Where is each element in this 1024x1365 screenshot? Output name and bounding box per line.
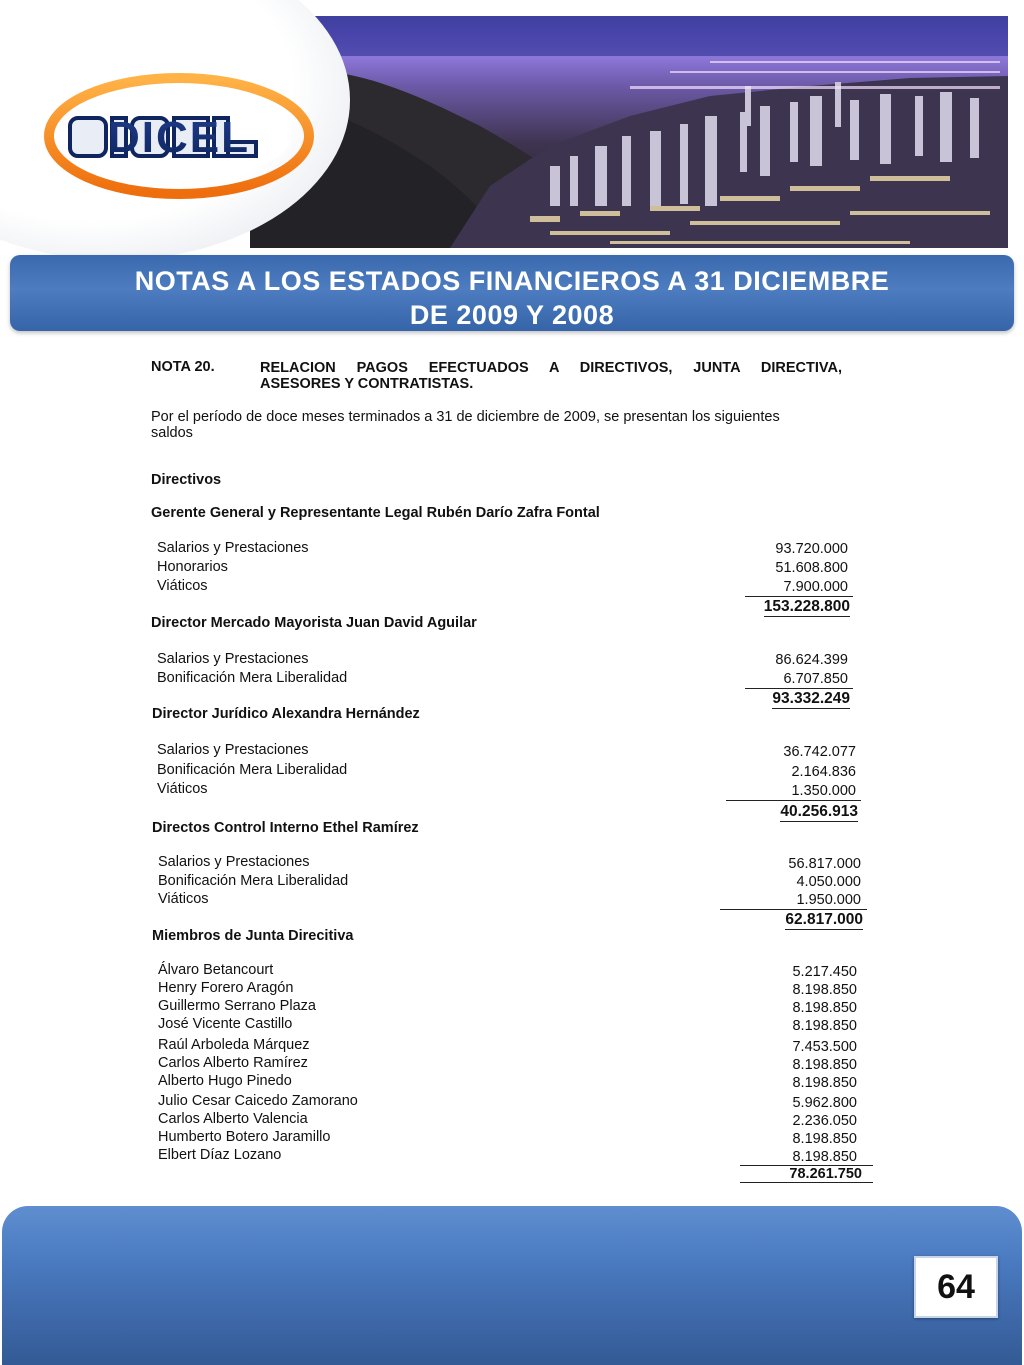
row-value: 1.350.000 [791, 783, 856, 799]
row-value: 8.198.850 [792, 1075, 857, 1091]
row-label: Raúl Arboleda Márquez [158, 1037, 310, 1053]
row-value: 6.707.850 [783, 671, 848, 687]
section-total: 93.332.249 [772, 690, 850, 707]
page-title-line-1: NOTAS A LOS ESTADOS FINANCIEROS A 31 DICIEMBRE [134, 266, 890, 296]
subtotal-rule [745, 596, 853, 597]
subtotal-rule [745, 688, 853, 689]
row-label: Carlos Alberto Ramírez [158, 1055, 308, 1071]
row-value: 8.198.850 [792, 1057, 857, 1073]
note-heading-line-1: RELACION PAGOS EFECTUADOS A DIRECTIVOS, JUNTA DIRECTIVA, [260, 360, 842, 376]
subtotal-rule [726, 800, 861, 801]
row-value: 56.817.000 [788, 856, 861, 872]
row-value: 8.198.850 [792, 1149, 857, 1165]
row-value: 7.453.500 [792, 1039, 857, 1055]
row-value: 5.962.800 [792, 1095, 857, 1111]
row-label: Viáticos [157, 578, 208, 594]
row-label: Henry Forero Aragón [158, 980, 294, 996]
note-intro-line-1: Por el período de doce meses terminados a 31 de diciembre de 2009, se presentan los siguientes [151, 409, 780, 425]
row-value: 2.236.050 [792, 1113, 857, 1129]
row-label: Carlos Alberto Valencia [158, 1111, 308, 1127]
total-underline [740, 1182, 873, 1183]
row-label: Salarios y Prestaciones [157, 651, 309, 667]
row-label: Honorarios [157, 559, 228, 575]
logo-text: DICEL [108, 113, 250, 162]
page-number: 64 [914, 1256, 998, 1318]
section-total: 40.256.913 [780, 803, 858, 820]
row-value: 8.198.850 [792, 982, 857, 998]
section-heading-gerente: Gerente General y Representante Legal Rubén Darío Zafra Fontal [151, 505, 600, 521]
row-label: Guillermo Serrano Plaza [158, 998, 316, 1014]
section-heading-control-interno: Directos Control Interno Ethel Ramírez [152, 820, 419, 836]
section-heading-mercado: Director Mercado Mayorista Juan David Aguilar [151, 615, 477, 631]
subtotal-rule [720, 909, 867, 910]
section-total: 78.261.750 [789, 1166, 862, 1182]
row-value: 5.217.450 [792, 964, 857, 980]
row-value: 8.198.850 [792, 1000, 857, 1016]
section-heading-juridico: Director Jurídico Alexandra Hernández [152, 706, 420, 722]
row-value: 1.950.000 [796, 892, 861, 908]
directivos-heading: Directivos [151, 472, 222, 488]
row-label: Bonificación Mera Liberalidad [157, 762, 348, 778]
row-value: 7.900.000 [783, 579, 848, 595]
footer-band [2, 1206, 1022, 1365]
row-label: José Vicente Castillo [158, 1016, 293, 1032]
row-label: Salarios y Prestaciones [158, 854, 310, 870]
note-intro-line-2: saldos [151, 425, 193, 441]
row-label: Bonificación Mera Liberalidad [158, 873, 349, 889]
row-label: Humberto Botero Jaramillo [158, 1129, 331, 1145]
page-title-line-2: DE 2009 Y 2008 [409, 300, 615, 330]
row-value: 86.624.399 [775, 652, 848, 668]
row-label: Salarios y Prestaciones [157, 540, 309, 556]
row-value: 8.198.850 [792, 1131, 857, 1147]
row-label: Viáticos [157, 781, 208, 797]
row-label: Bonificación Mera Liberalidad [157, 670, 348, 686]
row-label: Viáticos [158, 891, 209, 907]
row-value: 36.742.077 [783, 744, 856, 760]
row-value: 51.608.800 [775, 560, 848, 576]
note-number: NOTA 20. [151, 359, 215, 375]
row-value: 2.164.836 [791, 764, 856, 780]
row-value: 8.198.850 [792, 1018, 857, 1034]
row-label: Elbert Díaz Lozano [158, 1147, 282, 1163]
note-heading-line-2: ASESORES Y CONTRATISTAS. [260, 376, 474, 392]
section-total: 62.817.000 [785, 911, 863, 928]
section-total: 153.228.800 [763, 598, 850, 615]
row-value: 93.720.000 [775, 541, 848, 557]
row-label: Julio Cesar Caicedo Zamorano [158, 1093, 358, 1109]
section-heading-junta: Miembros de Junta Direcitiva [152, 928, 354, 944]
row-label: Salarios y Prestaciones [157, 742, 309, 758]
row-label: Alberto Hugo Pinedo [158, 1073, 292, 1089]
row-label: Álvaro Betancourt [158, 962, 274, 978]
row-value: 4.050.000 [796, 874, 861, 890]
